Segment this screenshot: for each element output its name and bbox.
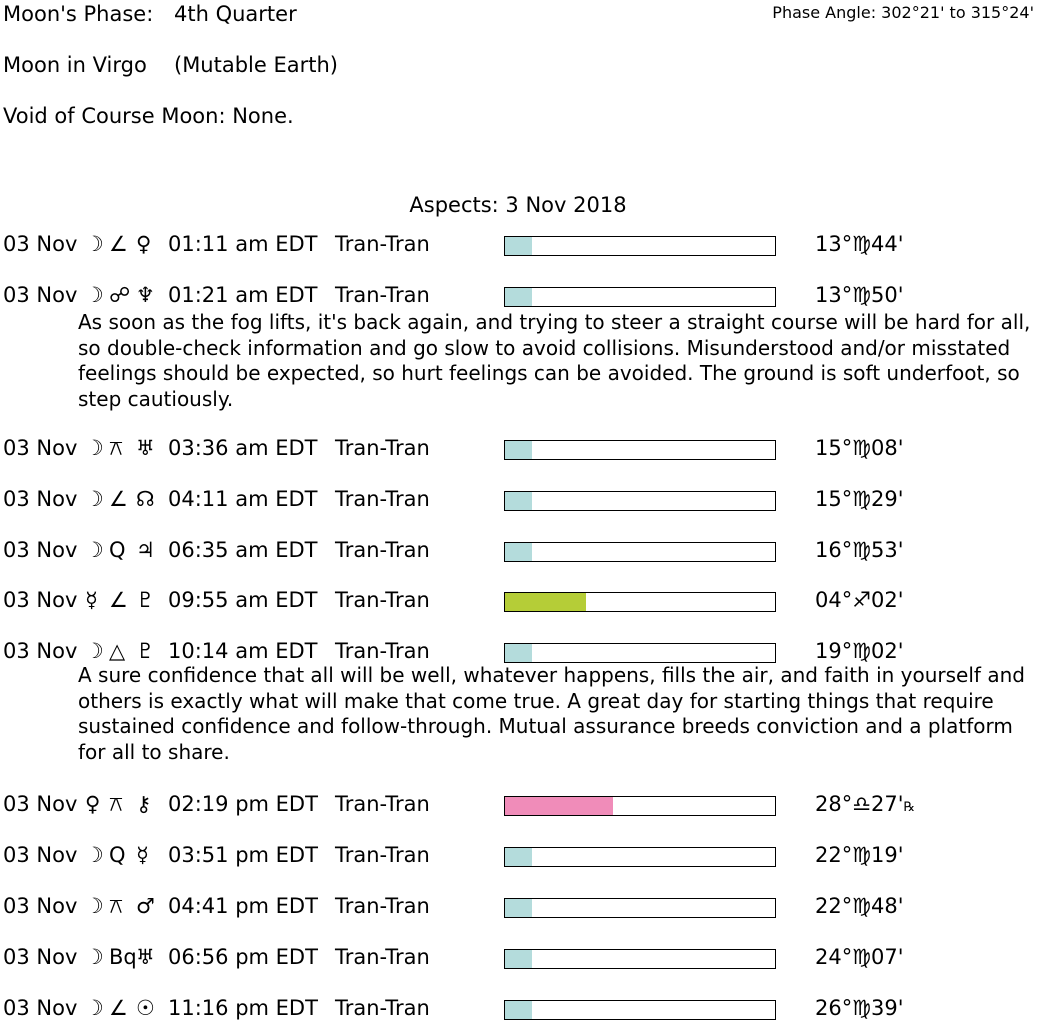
strength-bar-fill xyxy=(505,848,532,866)
planet-glyph-icon: ☽ xyxy=(85,538,104,562)
strength-bar xyxy=(504,1000,776,1020)
strength-bar xyxy=(504,542,776,562)
aspect-date: 03 Nov xyxy=(3,436,78,460)
aspect-glyph-icon: ∠ xyxy=(109,487,128,511)
aspect-type: Tran-Tran xyxy=(335,945,430,969)
aspect-type: Tran-Tran xyxy=(335,538,430,562)
moon-element: (Mutable Earth) xyxy=(174,53,338,77)
planet-glyph-icon: ♆ xyxy=(136,283,155,307)
strength-bar-fill xyxy=(505,492,532,510)
planet-glyph-icon: ☽ xyxy=(85,945,104,969)
aspect-time: 06:56 pm EDT xyxy=(168,945,318,969)
aspect-date: 03 Nov xyxy=(3,283,78,307)
aspect-time: 04:11 am EDT xyxy=(168,487,318,511)
planet-glyph-icon: ⚷ xyxy=(136,792,152,816)
strength-bar xyxy=(504,491,776,511)
aspect-position xyxy=(815,794,915,815)
aspect-type: Tran-Tran xyxy=(335,588,430,612)
planet-glyph-icon: ♂ xyxy=(136,894,155,918)
strength-bar xyxy=(504,796,776,816)
planet-glyph-icon: ☽ xyxy=(85,843,104,867)
strength-bar xyxy=(504,592,776,612)
aspect-row xyxy=(0,998,1046,1028)
strength-bar xyxy=(504,847,776,867)
planet-glyph-icon: ♅ xyxy=(136,945,155,969)
strength-bar-fill xyxy=(505,593,586,611)
aspect-row xyxy=(0,590,1046,620)
aspect-position xyxy=(815,641,904,662)
aspect-type: Tran-Tran xyxy=(335,436,430,460)
aspect-time: 04:41 pm EDT xyxy=(168,894,318,918)
aspect-position xyxy=(815,234,904,255)
planet-glyph-icon: ☽ xyxy=(85,487,104,511)
strength-bar xyxy=(504,287,776,307)
aspect-type: Tran-Tran xyxy=(335,639,430,663)
strength-bar-fill xyxy=(505,899,532,917)
aspect-date: 03 Nov xyxy=(3,843,78,867)
aspect-glyph-icon: ∠ xyxy=(109,588,128,612)
aspect-date: 03 Nov xyxy=(3,894,78,918)
aspect-row xyxy=(0,794,1046,824)
aspect-position xyxy=(815,590,904,611)
aspect-type: Tran-Tran xyxy=(335,996,430,1020)
strength-bar-fill xyxy=(505,950,532,968)
aspects-heading: Aspects: 3 Nov 2018 xyxy=(409,193,627,217)
void-of-course: Void of Course Moon: None. xyxy=(3,104,294,128)
strength-bar-fill xyxy=(505,797,613,815)
planet-glyph-icon: ☽ xyxy=(85,996,104,1020)
strength-bar xyxy=(504,440,776,460)
position-text: 15°♍08' xyxy=(815,436,904,460)
position-text: 16°♍53' xyxy=(815,538,904,562)
aspect-date: 03 Nov xyxy=(3,487,78,511)
aspect-time: 11:16 pm EDT xyxy=(168,996,318,1020)
planet-glyph-icon: ☊ xyxy=(136,487,155,511)
strength-bar xyxy=(504,898,776,918)
aspect-time: 06:35 am EDT xyxy=(168,538,318,562)
aspect-position xyxy=(815,998,904,1019)
strength-bar-fill xyxy=(505,644,532,662)
phase-angle: Phase Angle: 302°21' to 315°24' xyxy=(772,3,1034,22)
aspect-glyph-icon: △ xyxy=(109,639,126,663)
planet-glyph-icon: ☿ xyxy=(85,588,98,612)
position-text: 22°♍48' xyxy=(815,894,904,918)
planet-glyph-icon: ☽ xyxy=(85,283,104,307)
aspect-position xyxy=(815,845,904,866)
aspect-time: 09:55 am EDT xyxy=(168,588,318,612)
position-text: 15°♍29' xyxy=(815,487,904,511)
position-text: 26°♍39' xyxy=(815,996,904,1020)
aspect-type: Tran-Tran xyxy=(335,232,430,256)
aspect-row xyxy=(0,489,1046,519)
moon-phase-value: 4th Quarter xyxy=(174,2,297,26)
position-text: 28°♎27' xyxy=(815,792,904,816)
strength-bar-fill xyxy=(505,237,532,255)
moon-sign: Moon in Virgo xyxy=(3,53,147,77)
aspect-date: 03 Nov xyxy=(3,996,78,1020)
aspect-row xyxy=(0,438,1046,468)
aspect-type: Tran-Tran xyxy=(335,843,430,867)
aspect-glyph-icon: ⚻ xyxy=(109,792,123,816)
aspect-row xyxy=(0,540,1046,570)
aspect-glyph-icon: ⚻ xyxy=(109,436,123,460)
aspect-date: 03 Nov xyxy=(3,538,78,562)
moon-phase-label: Moon's Phase: xyxy=(3,2,154,26)
aspect-date: 03 Nov xyxy=(3,945,78,969)
aspect-row xyxy=(0,947,1046,977)
aspect-date: 03 Nov xyxy=(3,232,78,256)
aspect-time: 01:21 am EDT xyxy=(168,283,318,307)
strength-bar xyxy=(504,643,776,663)
position-text: 24°♍07' xyxy=(815,945,904,969)
aspect-glyph-icon: Bq xyxy=(109,945,137,969)
strength-bar-fill xyxy=(505,1001,532,1019)
aspect-position xyxy=(815,489,904,510)
aspect-date: 03 Nov xyxy=(3,639,78,663)
aspect-row xyxy=(0,234,1046,264)
retrograde-icon: ℞ xyxy=(903,800,916,815)
aspect-glyph-icon: ⚻ xyxy=(109,894,123,918)
position-text: 13°♍50' xyxy=(815,283,904,307)
aspect-date: 03 Nov xyxy=(3,588,78,612)
strength-bar xyxy=(504,949,776,969)
aspect-description: As soon as the fog lifts, it's back again, and trying to steer a straight course will be hard for all, so double-check information and go slow to avoid collisions. Misunderstood and/or misstated feelings should be expected, so hurt feelings can be avoided. The ground is soft underfoot, so step cautiously. xyxy=(78,310,1031,411)
aspect-type: Tran-Tran xyxy=(335,894,430,918)
aspect-row xyxy=(0,896,1046,926)
planet-glyph-icon: ♀ xyxy=(136,232,152,256)
aspect-time: 02:19 pm EDT xyxy=(168,792,318,816)
aspect-position xyxy=(815,285,904,306)
aspect-glyph-icon: ∠ xyxy=(109,996,128,1020)
aspect-type: Tran-Tran xyxy=(335,283,430,307)
planet-glyph-icon: ♀ xyxy=(85,792,101,816)
strength-bar-fill xyxy=(505,543,532,561)
aspect-type: Tran-Tran xyxy=(335,487,430,511)
aspect-time: 03:36 am EDT xyxy=(168,436,318,460)
planet-glyph-icon: ☽ xyxy=(85,639,104,663)
position-text: 22°♍19' xyxy=(815,843,904,867)
aspect-glyph-icon: Q xyxy=(109,538,126,562)
planet-glyph-icon: ♅ xyxy=(136,436,155,460)
planet-glyph-icon: ♃ xyxy=(136,538,155,562)
aspect-time: 01:11 am EDT xyxy=(168,232,318,256)
aspect-type: Tran-Tran xyxy=(335,792,430,816)
strength-bar xyxy=(504,236,776,256)
aspect-date: 03 Nov xyxy=(3,792,78,816)
aspect-time: 03:51 pm EDT xyxy=(168,843,318,867)
aspect-glyph-icon: Q xyxy=(109,843,126,867)
aspect-position xyxy=(815,947,904,968)
aspect-glyph-icon: ☍ xyxy=(109,283,131,307)
planet-glyph-icon: ♇ xyxy=(136,639,155,663)
aspect-glyph-icon: ∠ xyxy=(109,232,128,256)
planet-glyph-icon: ☽ xyxy=(85,894,104,918)
position-text: 19°♍02' xyxy=(815,639,904,663)
strength-bar-fill xyxy=(505,441,532,459)
planet-glyph-icon: ☽ xyxy=(85,232,104,256)
aspect-time: 10:14 am EDT xyxy=(168,639,318,663)
aspect-row xyxy=(0,845,1046,875)
position-text: 13°♍44' xyxy=(815,232,904,256)
aspect-position xyxy=(815,896,904,917)
planet-glyph-icon: ☽ xyxy=(85,436,104,460)
planet-glyph-icon: ♇ xyxy=(136,588,155,612)
aspect-position xyxy=(815,540,904,561)
aspect-description: A sure confidence that all will be well, whatever happens, fills the air, and faith in yourself and others is exactly what will make that come true. A great day for starting things that require sustained confidence and follow-through. Mutual assurance breeds conviction and a platform for all to share. xyxy=(78,663,1025,764)
planet-glyph-icon: ☿ xyxy=(136,843,149,867)
aspect-position xyxy=(815,438,904,459)
position-text: 04°♐02' xyxy=(815,588,904,612)
strength-bar-fill xyxy=(505,288,532,306)
planet-glyph-icon: ☉ xyxy=(136,996,155,1020)
